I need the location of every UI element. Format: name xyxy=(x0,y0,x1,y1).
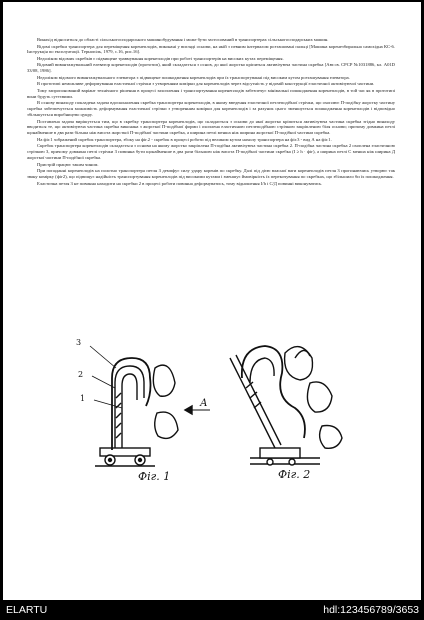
paragraph: Тому запропонований варіант технічного рішення в процесі захоплення і транспортування коренеплодів забезпечує мінімальні пошкодження коренеплодів, в той час як в прототипі вони будуть суттєвими. xyxy=(27,87,395,99)
left-border xyxy=(0,0,3,600)
paragraph: Скребок транспортера коренеплодів складається з основи на якому жорстко закріплена П-подібна активізуюча частина скребка 2. П-подібна частина скребка 2 охоплена еластичною стрічкою 3, причому довжина петлі стрічки 3 повинна бути щонайменше в два рази більшою ніж висота П-подібної частини скребка (І ≥ h · фіг), а ширина петлі С менша ніж ширина Д жорсткої частини П-подібної скребка. xyxy=(27,143,395,161)
callout-2: 2 xyxy=(78,370,84,379)
figure-1-label: Фіг. 1 xyxy=(138,470,171,483)
patent-figures xyxy=(60,338,370,488)
paragraph: В основу винаходу покладена задача вдосконалення скребка транспортера коренеплодів, в якому введення еластичної петлеподібної стрічки, що охоплює П-подібну жорстку частину скребка забезпечується можливість деформування еластичної стрічки з утворенням комірки для коренеплодів і за рахунок цього зменшується пошкодження коренеплодів і відповідно збільшується виробництво цукру. xyxy=(27,100,395,118)
footer-source: ELARTU xyxy=(6,604,48,616)
paragraph: Поставлена задача вирішується тим, що в скребку транспортера коренеплодів, що складається з основи до якої жорстко кріпиться активізуюча частина скребка згідно винаходу вводиться те, що активізуюча частина скребка виконана з жорсткої П-подібної форми і охоплена еластичною петлеподібною стрічкою закріпленою біля основи; причому довжина петлі щонайменше в два рази більша ніж висота жорсткої П-подібної частини скребка, а ширина петлі менша ніж ширина жорсткої П-подібної частини скребка. xyxy=(27,118,395,136)
top-border xyxy=(0,0,424,2)
paragraph: Недоліком відомого вивантажувального елеватора є підвищене пошкодження коренеплодів при їх транспортуванні під високим кутом розташування елеватора. xyxy=(37,74,350,80)
view-marker: А xyxy=(200,398,208,409)
figure-2-label: Фіг. 2 xyxy=(278,468,311,481)
patent-description xyxy=(27,37,395,187)
figure-drawings xyxy=(60,338,370,488)
paragraph: Еластична петля 3 не повинна находити на скребки 2 в процесі роботи повинна деформуватись, тому відношення І/h і С/Д повинні виконуватись. xyxy=(37,180,323,186)
paragraph: В прототипі неможливе деформування еластичної стрічки з утворенням комірки для коренеплодів через відсутність у відомій конструкції еластичної активізуючої частини. xyxy=(37,81,375,87)
paragraph: На фіг.1 зображений скребок транспортера, збоку на фіг.2 - скребок в процесі роботи під великим кутом нахилу транспортера на фіг.3 - вид А на фіг.1. xyxy=(37,136,332,142)
callout-3: 3 xyxy=(76,338,82,347)
paragraph: При попаданні коренеплодів на полотно транспортера петля 3 демпфує силу удару коренів по скребку. Далі під дією власної ваги коренеплодів петля 3 прогинаючись утворює так звану комірку (фіг2), що підвищує надійність транспортування коренеплодів під високими кутами і зменшує ймовірність їх перекочування по скребках, що збільшило би їх пошкодження. xyxy=(27,168,395,180)
paragraph: Винахід відноситься до області сільськогосподарського машинобудування і може бути застосований в транспортерах сільськогосподарських машин. xyxy=(37,37,329,42)
callout-1: 1 xyxy=(80,394,86,403)
paragraph: Пристрій працює таким чином. xyxy=(37,161,99,167)
paragraph: Недоліком відомих скребків є підвищене травмування коренеплодів при роботі транспортерів на високих кутах переміщення. xyxy=(37,55,284,61)
figure-2-drawing xyxy=(230,346,342,465)
paragraph: Відомий вивантажувальний елеватор коренеплодів (прототип), який складається з основ, до якої жорстко кріпиться активізуюча частина скребка [Авт.св. СРСР №1031886, кл. А01D 33/08, 1986]. xyxy=(27,62,395,74)
footer-handle: hdl:123456789/3653 xyxy=(323,604,419,616)
footer-bar xyxy=(0,600,424,620)
paragraph: Відомі скребки транспортера для переміщення коренеплодів, виконані у вигляді основи, на якій з певним інтервалом розташовані пальці [Машина коренезбиральна самохідна КС-6. Інструкція по експлуатації. Тернопіль, 1979, с.16, рис.16]. xyxy=(27,43,395,55)
figure-1-drawing xyxy=(90,346,210,466)
